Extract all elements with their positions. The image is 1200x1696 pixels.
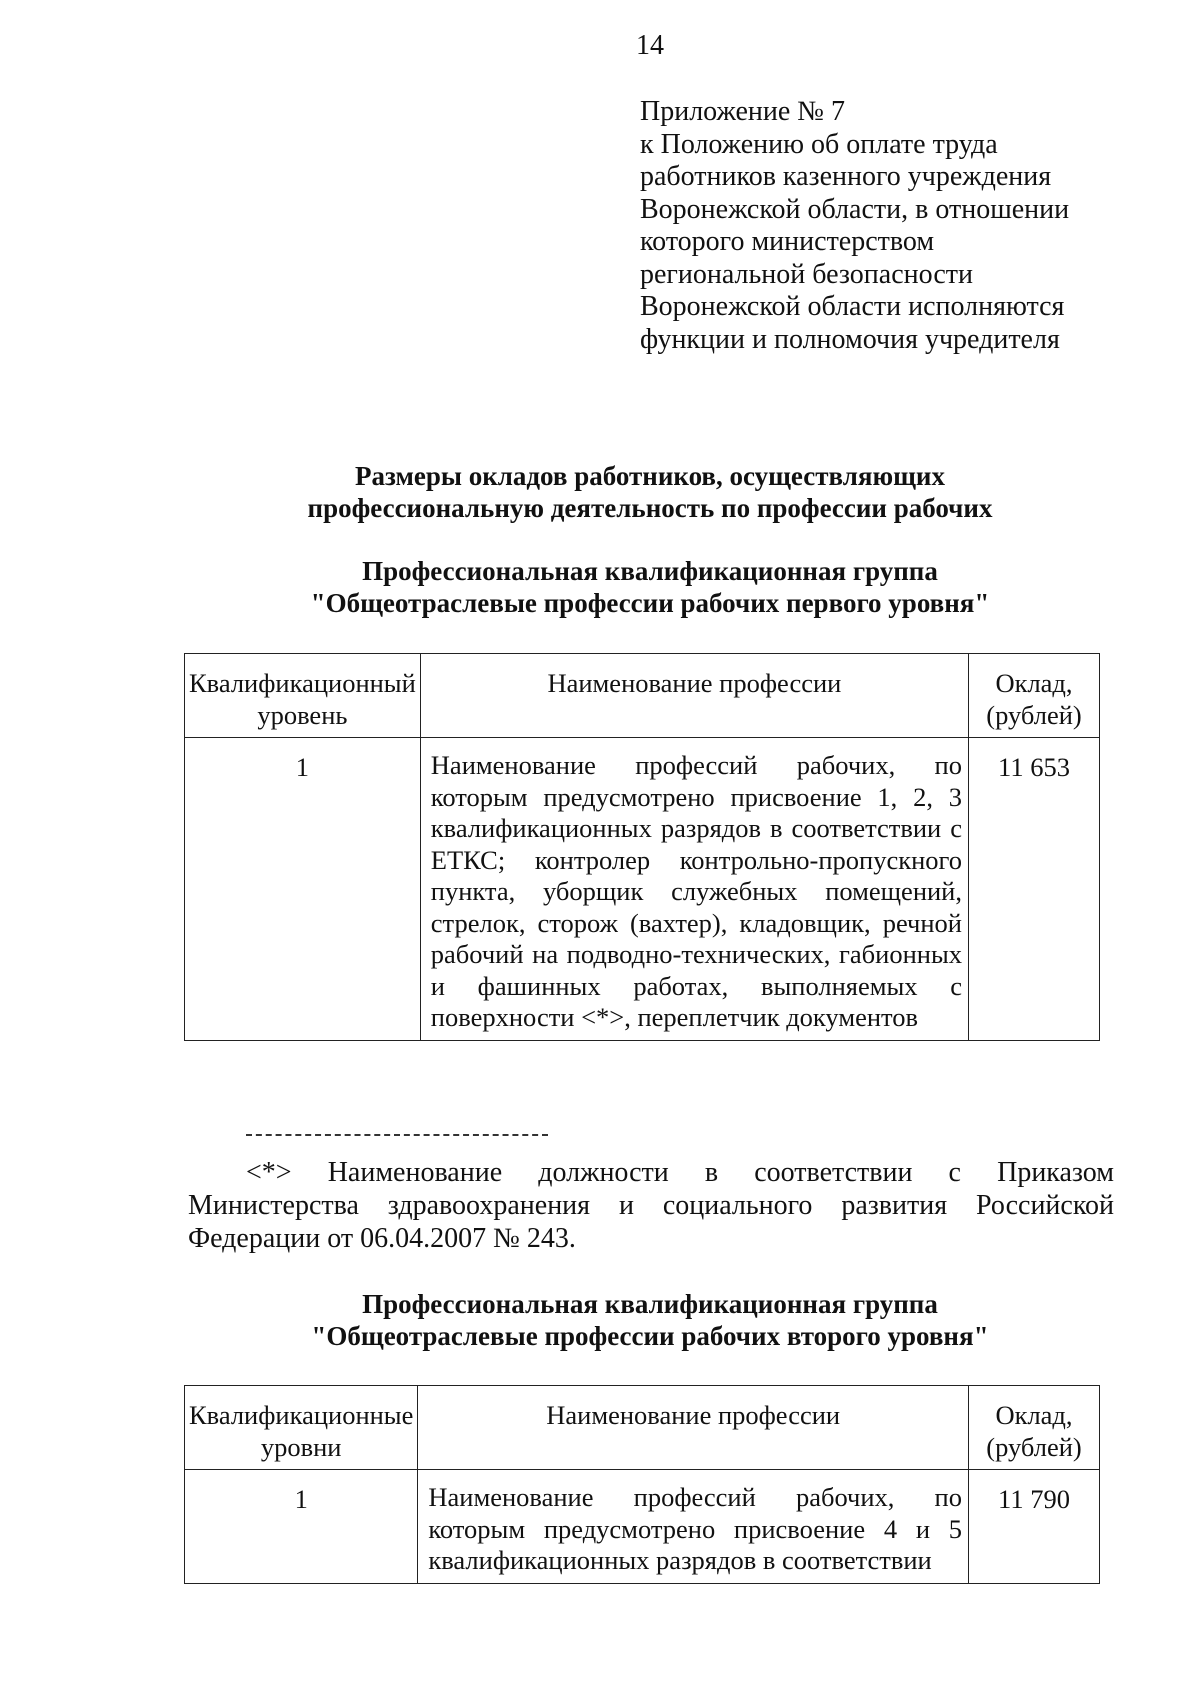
group1-title <box>0 555 1200 619</box>
appendix-line: региональной безопасности <box>640 258 973 290</box>
appendix-line: к Положению об оплате труда <box>640 128 998 160</box>
group1-table <box>184 653 1100 1041</box>
header-salary: Оклад, (рублей) <box>969 1386 1100 1470</box>
header-level: Квалификационный уровень <box>185 654 421 738</box>
table-header-row <box>185 1386 1100 1470</box>
appendix-line: Приложение № 7 <box>640 96 845 127</box>
appendix-line: которого министерством <box>640 226 935 257</box>
cell-description: Наименование профессий рабочих, по которым предусмотрено присвоение 1, 2, 3 квалификационных разрядов в соответствии с ЕТКС; контролер контрольно-пропускного пункта, уборщик служебных помещений, стрелок, сторож (вахтер), кладовщик, речной рабочий на подводно-технических, габионных и фашинных работах, выполняемых с поверхности <*>, переплетчик документов <box>420 738 968 1041</box>
group2-title-line: "Общеотраслевые профессии рабочих второго уровня" <box>311 1321 989 1351</box>
main-title-line: профессиональную деятельность по профессии рабочих <box>307 493 993 523</box>
table-header-row <box>185 654 1100 738</box>
header-profession: Наименование профессии <box>420 654 968 738</box>
cell-description: Наименование профессий рабочих, по которым предусмотрено присвоение 4 и 5 квалификационных разрядов в соответствии <box>418 1470 969 1584</box>
page-number: 14 <box>636 30 664 61</box>
cell-salary: 11 790 <box>969 1470 1100 1584</box>
header-profession: Наименование профессии <box>418 1386 969 1470</box>
table-row <box>185 1470 1100 1584</box>
cell-salary: 11 653 <box>969 738 1100 1041</box>
appendix-line: работников казенного учреждения <box>640 161 1052 192</box>
main-title <box>0 460 1200 524</box>
appendix-block <box>640 96 1069 356</box>
cell-level: 1 <box>185 1470 418 1584</box>
header-level: Квалификационные уровни <box>185 1386 418 1470</box>
footnote-separator <box>246 1134 548 1136</box>
group2-title <box>0 1288 1200 1352</box>
main-title-line: Размеры окладов работников, осуществляющих <box>355 461 945 491</box>
table-row <box>185 738 1100 1041</box>
group1-title-line: "Общеотраслевые профессии рабочих первого уровня" <box>310 588 990 618</box>
appendix-line: Воронежской области исполняются <box>640 291 1065 322</box>
footnote-text: <*> Наименование должности в соответствии с Приказом Министерства здравоохранения и социального развития Российской Федерации от 06.04.2007 № 243. <box>188 1157 1114 1254</box>
appendix-line: Воронежской области, в отношении <box>640 193 1070 225</box>
appendix-line: функции и полномочия учредителя <box>640 323 1060 355</box>
cell-level: 1 <box>185 738 421 1041</box>
group2-title-line: Профессиональная квалификационная группа <box>362 1289 938 1319</box>
group1-title-line: Профессиональная квалификационная группа <box>362 556 938 586</box>
header-salary: Оклад, (рублей) <box>969 654 1100 738</box>
group2-table <box>184 1385 1100 1584</box>
